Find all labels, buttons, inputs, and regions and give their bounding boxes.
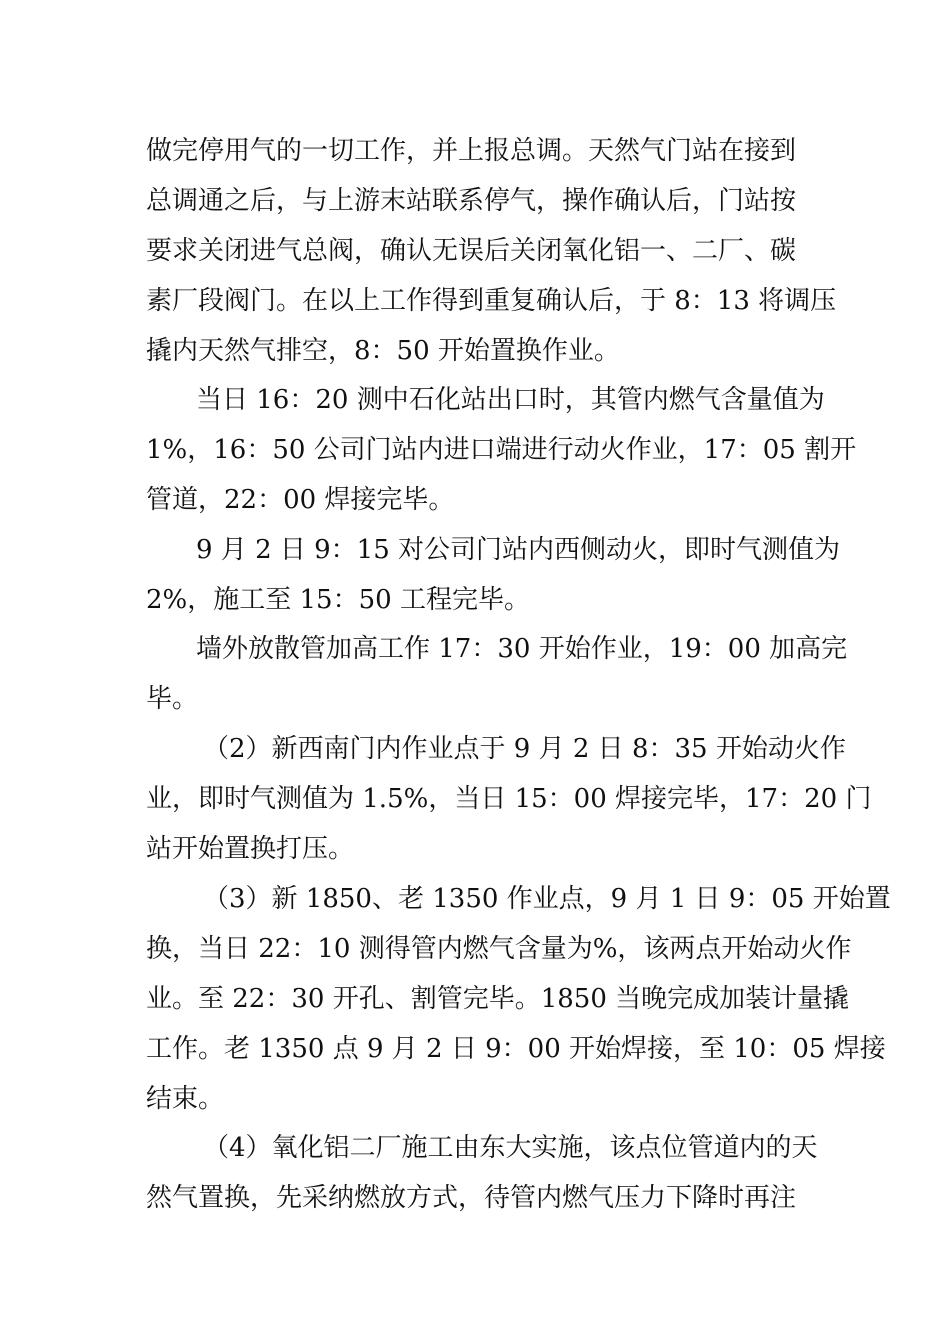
text-line: 当日 16：20 测中石化站出口时，其管内燃气含量值为 [196,385,825,415]
text-line: 管道，22：00 焊接完毕。 [146,485,455,515]
text-line: 站开始置换打压。 [146,834,355,864]
text-line: 墙外放散管加高工作 17：30 开始作业，19：00 加高完 [196,634,848,664]
text-line: 撬内天然气排空，8：50 开始置换作业。 [146,336,620,366]
text-line: 素厂段阀门。在以上工作得到重复确认后，于 8：13 将调压 [146,286,837,316]
text-line: 要求关闭进气总阀，确认无误后关闭氧化铝一、二厂、碳 [146,236,797,266]
text-line: 毕。 [146,684,199,714]
text-line: 换，当日 22：10 测得管内燃气含量为%，该两点开始动火作 [146,934,852,964]
text-line: 做完停用气的一切工作，并上报总调。天然气门站在接到 [146,136,797,166]
text-line: 9 月 2 日 9：15 对公司门站内西侧动火，即时气测值为 [196,535,841,565]
text-line: 业。至 22：30 开孔、割管完毕。1850 当晚完成加装计量撬 [146,984,850,1014]
text-line: 2%，施工至 15：50 工程完毕。 [146,585,530,615]
text-line: 工作。老 1350 点 9 月 2 日 9：00 开始焊接，至 10：05 焊接 [146,1034,886,1064]
text-line: 1%，16：50 公司门站内进口端进行动火作业，17：05 割开 [146,435,857,465]
text-line: （3）新 1850、老 1350 作业点，9 月 1 日 9：05 开始置 [203,884,891,914]
text-line: （4）氧化铝二厂施工由东大实施，该点位管道内的天 [203,1133,818,1163]
text-line: （2）新西南门内作业点于 9 月 2 日 8：35 开始动火作 [203,734,846,764]
text-line: 总调通之后，与上游末站联系停气，操作确认后，门站按 [146,186,797,216]
text-line: 业，即时气测值为 1.5%，当日 15：00 焊接完毕，17：20 门 [146,784,872,814]
text-line: 然气置换，先采纳燃放方式，待管内燃气压力下降时再注 [146,1183,797,1213]
text-line: 结束。 [146,1084,225,1114]
